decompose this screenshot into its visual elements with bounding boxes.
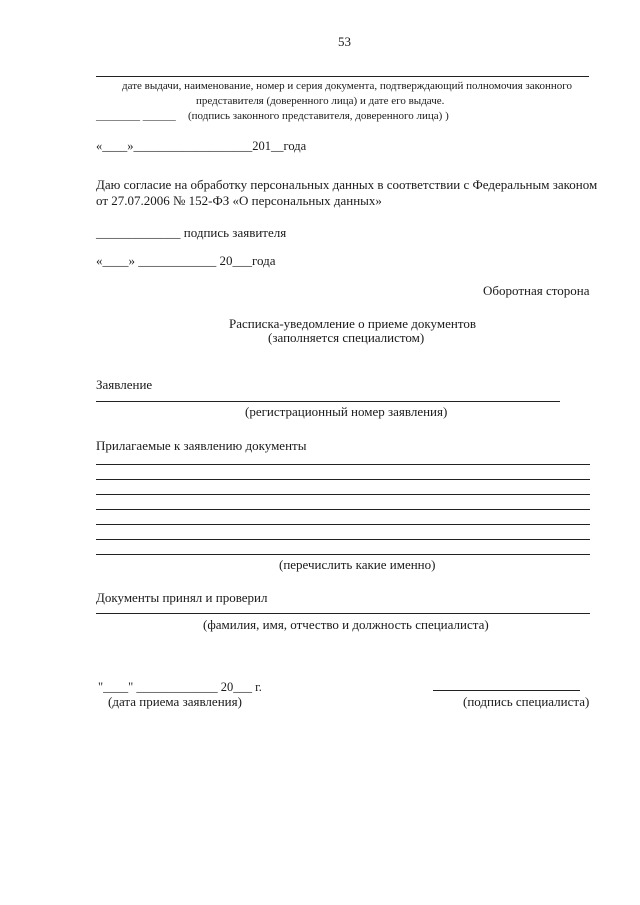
attached-document-line-5 xyxy=(96,524,590,525)
acceptance-date-caption: (дата приема заявления) xyxy=(108,694,242,709)
attached-document-line-4 xyxy=(96,509,590,510)
receipt-title: Расписка-уведомление о приеме документов xyxy=(229,316,476,331)
attached-document-line-2 xyxy=(96,479,590,480)
representative-date-line: «____»___________________201__года xyxy=(96,139,307,153)
acceptance-date-blank: "____" _____________ 20___ г. xyxy=(98,680,262,694)
attached-document-line-3 xyxy=(96,494,590,495)
representative-document-caption-line2: представителя (доверенного лица) и дате его выдаче. xyxy=(196,95,445,107)
attached-document-line-1 xyxy=(96,464,590,465)
consent-text-line2: от 27.07.2006 № 152-ФЗ «О персональных данных» xyxy=(96,193,382,208)
specialist-signature-line xyxy=(433,690,580,691)
applicant-signature-line: _____________ подпись заявителя xyxy=(96,225,287,240)
attached-document-line-6 xyxy=(96,539,590,540)
representative-signature-caption: (подпись законного представителя, доверенного лица) ) xyxy=(188,110,449,122)
attached-documents-caption: (перечислить какие именно) xyxy=(279,557,436,572)
applicant-date-line: «____» ____________ 20___года xyxy=(96,253,276,268)
representative-signature-blank: ________ ______ xyxy=(96,110,176,122)
receipt-subtitle: (заполняется специалистом) xyxy=(268,330,425,345)
attached-documents-label: Прилагаемые к заявлению документы xyxy=(96,438,307,453)
specialist-name-line xyxy=(96,613,590,614)
specialist-signature-caption: (подпись специалиста) xyxy=(463,694,590,709)
application-number-line xyxy=(96,401,560,402)
application-label: Заявление xyxy=(96,377,153,392)
reverse-side-label: Оборотная сторона xyxy=(483,283,590,298)
application-number-caption: (регистрационный номер заявления) xyxy=(245,404,448,419)
representative-document-caption-line1: дате выдачи, наименование, номер и серия документа, подтверждающий полномочия законного xyxy=(122,80,572,92)
accepted-by-label: Документы принял и проверил xyxy=(96,590,268,605)
consent-text-line1: Даю согласие на обработку персональных данных в соответствии с Федеральным законом xyxy=(96,177,598,192)
page-number: 53 xyxy=(338,34,351,49)
specialist-name-caption: (фамилия, имя, отчество и должность специалиста) xyxy=(203,617,489,632)
attached-document-line-7 xyxy=(96,554,590,555)
representative-document-line xyxy=(96,76,589,77)
